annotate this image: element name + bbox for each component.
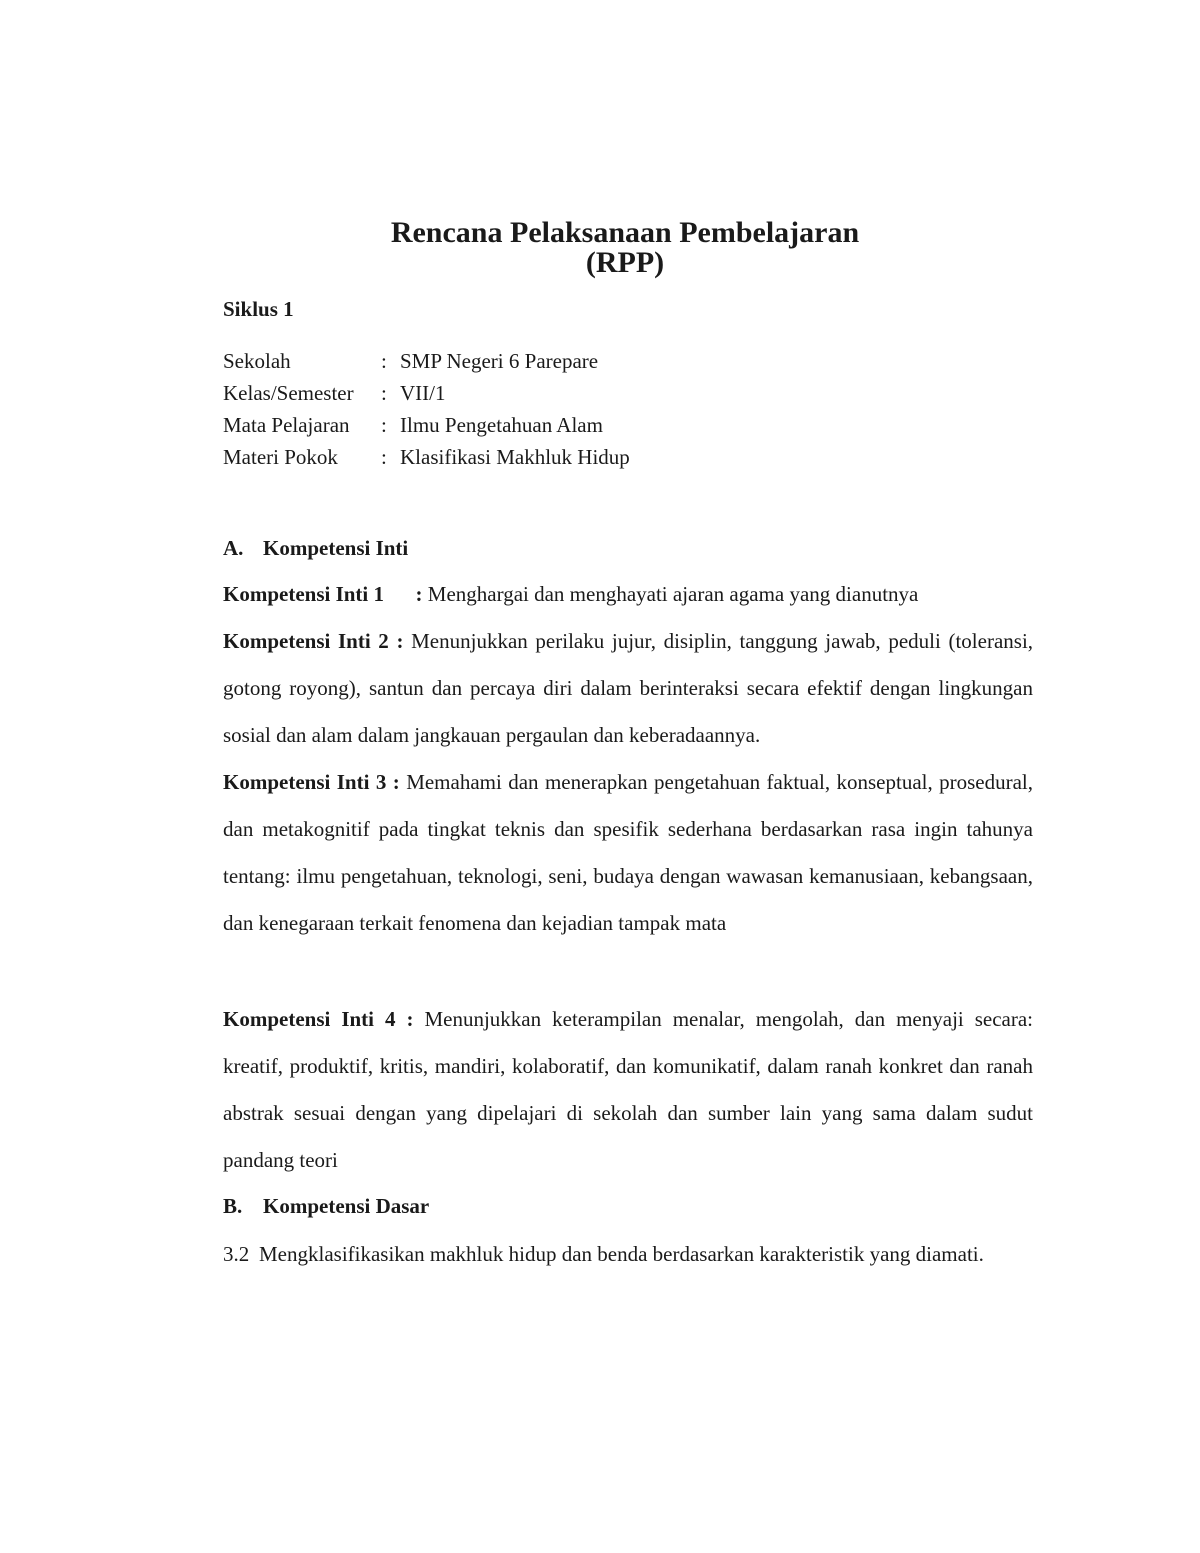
competency-text: Menunjukkan perilaku jujur, disiplin, tanggung jawab, peduli (toleransi, gotong royong), santun dan percaya diri dalam berinteraksi secara efektif dengan lingkungan sosial dan alam dalam jangkauan pergaulan dan keberadaannya. [223, 629, 1034, 747]
identity-row-topic [223, 443, 630, 475]
core-competency-4 [223, 996, 1033, 1184]
identity-value: Klasifikasi Makhluk Hidup [400, 445, 630, 469]
competency-number: 3.2 [223, 1242, 250, 1266]
identity-row-class [223, 379, 630, 411]
section-title: Kompetensi Dasar [263, 1194, 430, 1218]
identity-row-school [223, 347, 630, 379]
identity-colon: : [381, 413, 387, 437]
cycle-label: Siklus 1 [223, 297, 294, 321]
identity-row-subject [223, 411, 630, 443]
core-competency-2 [223, 618, 1033, 759]
core-competency-3 [223, 759, 1033, 947]
competency-text: Menunjukkan keterampilan menalar, mengolah, dan menyaji secara: kreatif, produktif, kritis, mandiri, kolaboratif, dan komunikatif, dalam ranah konkret dan ranah abstrak sesuai dengan yang dipelajari di sekolah dan sumber lain yang sama dalam sudut pandang teori [223, 1007, 1034, 1172]
competency-text: Menghargai dan menghayati ajaran agama yang dianutnya [427, 582, 919, 606]
identity-colon: : [381, 445, 387, 469]
competency-label: Kompetensi Inti 2 [223, 629, 389, 653]
identity-value: Ilmu Pengetahuan Alam [400, 413, 603, 437]
identity-label: Materi Pokok [223, 445, 338, 469]
section-a-heading [223, 534, 408, 562]
identity-colon: : [381, 381, 387, 405]
document-subtitle: (RPP) [585, 246, 665, 279]
competency-separator: : [406, 1007, 414, 1031]
identity-label: Kelas/Semester [223, 381, 354, 405]
section-b-heading [223, 1192, 429, 1220]
competency-text: Memahami dan menerapkan pengetahuan faktual, konseptual, prosedural, dan metakognitif pada tingkat teknis dan spesifik sederhana berdasarkan rasa ingin tahunya tentang: ilmu pengetahuan, teknologi, seni, budaya dengan wawasan kemanusiaan, kebangsaan, dan kenegaraan terkait fenomena dan kejadian tampak mata [223, 770, 1034, 935]
core-competency-1 [223, 571, 1033, 618]
section-letter: B. [223, 1194, 243, 1218]
section-title: Kompetensi Inti [263, 536, 409, 560]
document-title: Rencana Pelaksanaan Pembelajaran [390, 216, 860, 249]
competency-separator: : [392, 770, 400, 794]
section-letter: A. [223, 536, 244, 560]
competency-label: Kompetensi Inti 1 [223, 582, 385, 606]
competency-label: Kompetensi Inti 4 [223, 1007, 396, 1031]
identity-label: Mata Pelajaran [223, 413, 350, 437]
competency-label: Kompetensi Inti 3 [223, 770, 387, 794]
identity-value: SMP Negeri 6 Parepare [400, 349, 599, 373]
identity-value: VII/1 [400, 381, 446, 405]
identity-table [223, 347, 630, 475]
competency-text: Mengklasifikasikan makhluk hidup dan benda berdasarkan karakteristik yang diamati. [259, 1242, 984, 1266]
competency-separator: : [415, 582, 423, 606]
basic-competency-3-2 [223, 1231, 1033, 1278]
identity-label: Sekolah [223, 349, 291, 373]
competency-separator: : [396, 629, 404, 653]
identity-colon: : [381, 349, 387, 373]
